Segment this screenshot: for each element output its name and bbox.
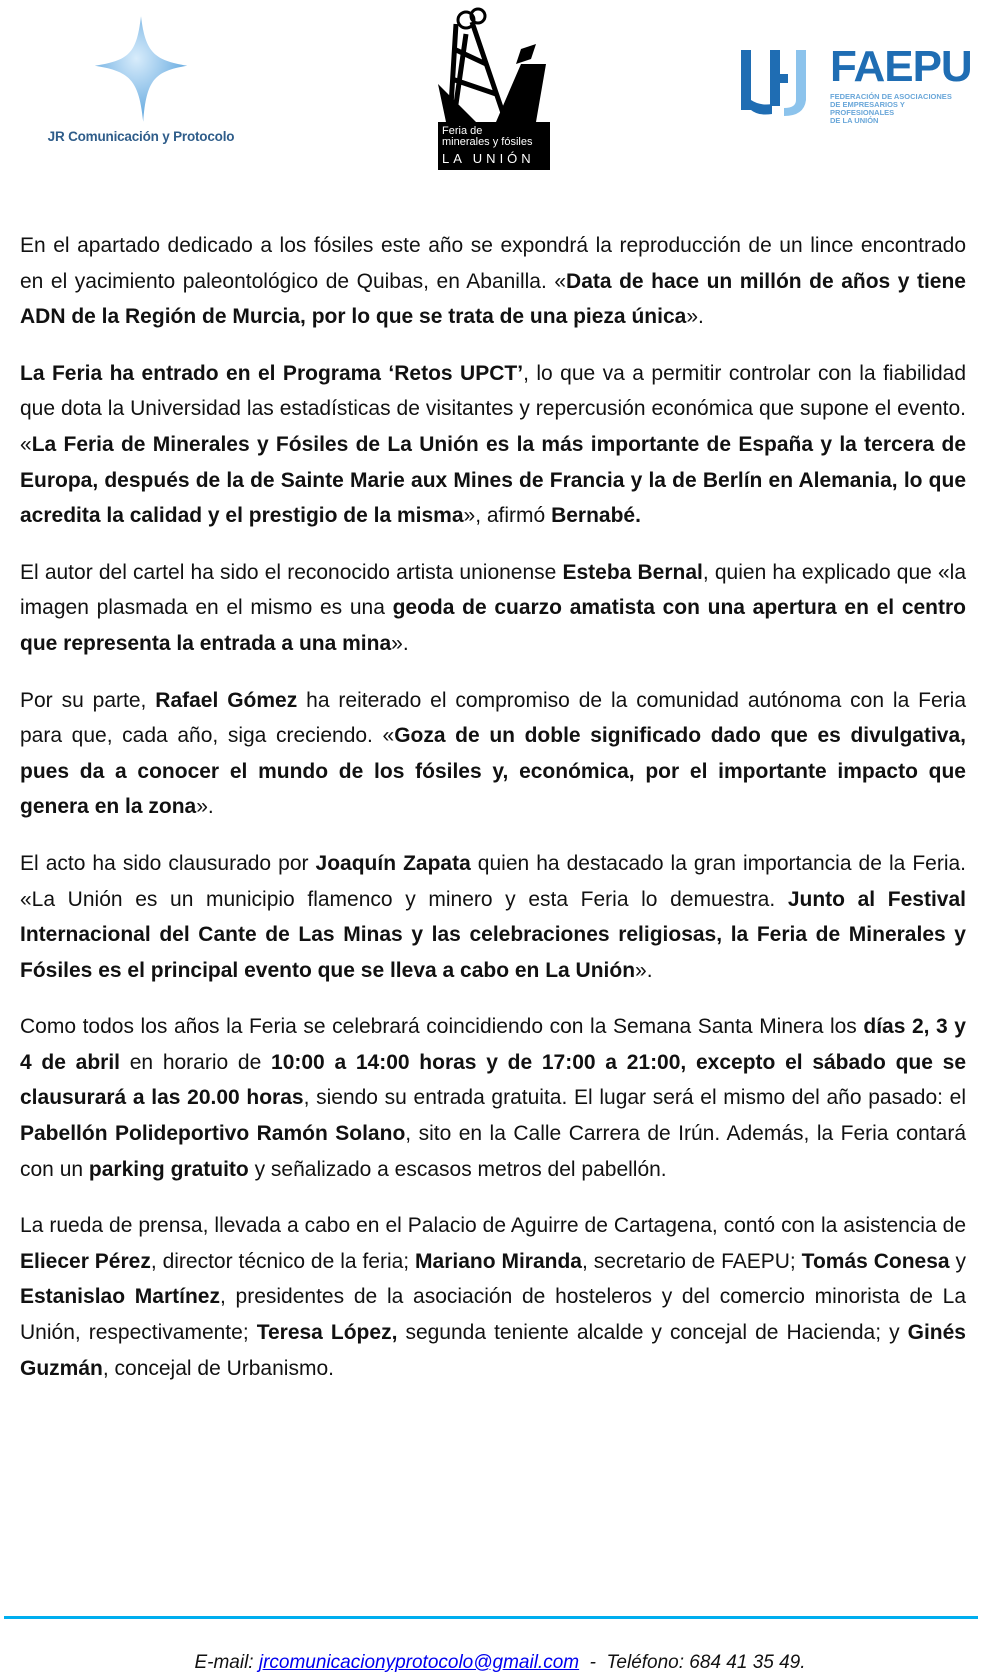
paragraph	[20, 683, 966, 825]
paragraph	[20, 356, 966, 534]
text: en horario de	[120, 1050, 272, 1074]
text: ».	[686, 305, 704, 329]
paragraph	[20, 1208, 966, 1386]
jr-comunicacion-logo	[36, 14, 246, 154]
feria-line3: LA UNIÓN	[442, 151, 535, 166]
text: , sito en la Calle Carrera de Irún. Además, la Feria contará con un	[20, 1122, 967, 1181]
paragraph	[20, 1009, 966, 1187]
text: Como todos los años la Feria se celebrará coincidiendo con la Semana Santa Minera los	[20, 1015, 864, 1039]
bold-text: Goza de un doble significado dado que es divulgativa, pues da a conocer el mundo de los fósiles y, económica, por el importante impacto que genera en la zona	[20, 724, 966, 819]
footer-contact	[0, 1652, 1000, 1674]
text: , presidentes de la asociación de hosteleros y del comercio minorista de La Unión, respectivamente;	[20, 1285, 966, 1345]
faepu-subtitle	[830, 93, 968, 125]
bold-text: geoda de cuarzo amatista con una apertura en el centro que representa la entrada a una mina	[20, 596, 967, 655]
text: y	[949, 1249, 966, 1273]
text: , lo que va a permitir controlar con la fiabilidad que dota la Universidad las estadísticas de visitantes y repercusión económica que supone el evento. «	[20, 361, 966, 456]
feria-line2: minerales y fósiles	[442, 136, 533, 148]
bold-text: Teresa López,	[256, 1321, 398, 1345]
faepu-sub2: DE EMPRESARIOS Y PROFESIONALES	[830, 100, 905, 117]
paragraph	[20, 228, 966, 335]
paragraph	[20, 555, 966, 662]
bold-text: Data de hace un millón de años y tiene ADN de la Región de Murcia, por lo que se trata de una pieza única	[20, 269, 966, 329]
bold-text: parking gratuito	[88, 1157, 249, 1181]
bold-text: Estanislao Martínez	[20, 1285, 220, 1309]
paragraph	[20, 846, 966, 988]
feria-logo-text	[438, 122, 550, 170]
faepu-logo	[738, 42, 972, 126]
bold-text: Esteba Bernal	[562, 560, 703, 584]
text: En el apartado dedicado a los fósiles este año se expondrá la reproducción de un lince encontrado en el yacimiento paleontológico de Quibas, en Abanilla. «	[20, 234, 966, 293]
email-label: E-mail:	[194, 1652, 259, 1673]
jr-logo-caption: JR Comunicación y Protocolo	[47, 129, 235, 144]
bold-text: días 2, 3 y 4 de abril	[20, 1015, 966, 1074]
faepu-sub1: FEDERACIÓN DE ASOCIACIONES	[830, 92, 952, 101]
text: El acto ha sido clausurado por	[20, 851, 316, 875]
bold-text: Ginés Guzmán	[20, 1321, 966, 1380]
text: y señalizado a escasos metros del pabellón.	[248, 1157, 667, 1181]
text: , director técnico de la feria;	[150, 1249, 416, 1273]
bold-text: Mariano Miranda	[415, 1249, 582, 1273]
bold-text: Eliecer Pérez	[20, 1249, 151, 1273]
article-body	[20, 228, 966, 1407]
bold-text: La Feria de Minerales y Fósiles de La Unión es la más importante de España y la tercera de Europa, después de la de Sainte Marie aux Mines de Francia y la de Berlín en Alemania, lo que acredita la calidad y el prestigio de la misma	[20, 432, 966, 528]
text: ha reiterado el compromiso de la comunidad autónoma con la Feria para que, cada año, siga creciendo. «	[20, 688, 967, 748]
text: El autor del cartel ha sido el reconocido artista unionense	[20, 560, 563, 584]
bold-text: Joaquín Zapata	[315, 851, 471, 875]
text: , secretario de FAEPU;	[581, 1249, 802, 1273]
faepu-mark-icon	[738, 46, 823, 118]
bold-text: Bernabé.	[551, 504, 641, 528]
mine-headframe-icon	[436, 4, 552, 124]
bold-text: Junto al Festival Internacional del Cante de Las Minas y las celebraciones religiosas, la Feria de Minerales y Fósiles es el principal evento que se lleva a cabo en La Unión	[20, 887, 966, 982]
email-link[interactable]: jrcomunicacionyprotocolo@gmail.com	[258, 1652, 580, 1673]
text: , concejal de Urbanismo.	[102, 1356, 334, 1380]
bold-text: Pabellón Polideportivo Ramón Solano	[20, 1122, 406, 1146]
text: ».	[635, 958, 653, 982]
text: ».	[196, 795, 214, 819]
text: segunda teniente alcalde y concejal de Hacienda; y	[397, 1321, 908, 1345]
text: Por su parte,	[20, 688, 156, 712]
footer-divider	[4, 1616, 978, 1619]
text: ».	[391, 631, 409, 655]
bold-text: Rafael Gómez	[155, 688, 298, 712]
faepu-title: FAEPU	[830, 42, 972, 91]
phone-text: - Teléfono: 684 41 35 49.	[579, 1652, 806, 1673]
bold-text: La Feria ha entrado en el Programa ‘Retos UPCT’	[20, 361, 524, 385]
text: quien ha destacado la gran importancia de la Feria. «La Unión es un municipio flamenco y minero y esta Feria lo demuestra.	[20, 851, 967, 911]
bold-text: Tomás Conesa	[801, 1249, 950, 1273]
bold-text: 10:00 a 14:00 horas y de 17:00 a 21:00, excepto el sábado que se clausurará a las 20.00 horas	[20, 1050, 966, 1110]
text: , siendo su entrada gratuita. El lugar será el mismo del año pasado: el	[303, 1086, 966, 1110]
text: , quien ha explicado que «la imagen plasmada en el mismo es una	[20, 560, 966, 620]
star-icon	[86, 14, 196, 124]
text: », afirmó	[463, 504, 552, 528]
text: La rueda de prensa, llevada a cabo en el Palacio de Aguirre de Cartagena, contó con la asistencia de	[20, 1214, 966, 1238]
faepu-sub3: DE LA UNIÓN	[830, 116, 879, 125]
feria-line1: Feria de	[442, 125, 483, 137]
feria-minerales-logo	[436, 4, 552, 170]
